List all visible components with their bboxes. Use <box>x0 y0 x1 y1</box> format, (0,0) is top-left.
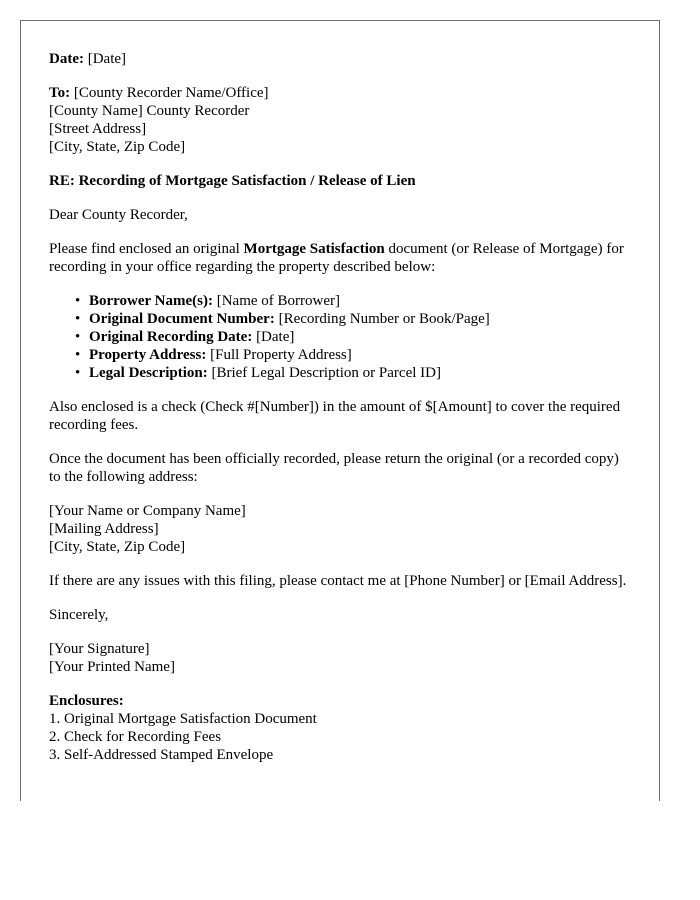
return-address-block <box>49 502 631 556</box>
enclosure-item: 1. Original Mortgage Satisfaction Document <box>49 711 317 727</box>
bullet-icon: • <box>75 311 81 327</box>
printed-name-line: [Your Printed Name] <box>49 659 175 675</box>
enclosures-label: Enclosures: <box>49 693 124 709</box>
contact-paragraph: If there are any issues with this filing, please contact me at [Phone Number] or [Email Address]. <box>49 573 627 589</box>
date-value: [Date] <box>83 51 127 67</box>
detail-item-recording-date <box>75 328 631 346</box>
enclosures-heading <box>49 692 631 710</box>
detail-label: Legal Description: <box>89 365 208 381</box>
detail-label: Original Document Number: <box>89 311 275 327</box>
recipient-street: [Street Address] <box>49 121 147 137</box>
detail-item-borrower <box>75 292 631 310</box>
detail-item-legal-description <box>75 364 631 382</box>
intro-bold: Mortgage Satisfaction <box>243 241 385 257</box>
recipient-name: [County Recorder Name/Office] <box>70 85 269 101</box>
detail-label: Original Recording Date: <box>89 329 253 345</box>
return-address-name: [Your Name or Company Name] <box>49 503 246 519</box>
signature-line: [Your Signature] <box>49 641 150 657</box>
recipient-county: [County Name] County Recorder <box>49 103 250 119</box>
enclosure-item: 2. Check for Recording Fees <box>49 729 222 745</box>
return-address-city: [City, State, Zip Code] <box>49 539 186 555</box>
property-details-list <box>49 292 631 382</box>
detail-value: [Full Property Address] <box>206 347 352 363</box>
bullet-icon: • <box>75 293 81 309</box>
intro-paragraph <box>49 240 631 276</box>
recipient-city: [City, State, Zip Code] <box>49 139 186 155</box>
return-address-mailing: [Mailing Address] <box>49 521 159 537</box>
intro-before: Please find enclosed an original <box>49 241 244 257</box>
return-paragraph: Once the document has been officially recorded, please return the original (or a recorded copy) to the following address: <box>49 451 619 485</box>
detail-label: Property Address: <box>89 347 207 363</box>
detail-value: [Name of Borrower] <box>212 293 341 309</box>
enclosure-item: 3. Self-Addressed Stamped Envelope <box>49 747 274 763</box>
recipient-block <box>49 84 631 156</box>
bullet-icon: • <box>75 347 81 363</box>
detail-value: [Recording Number or Book/Page] <box>274 311 490 327</box>
closing: Sincerely, <box>49 607 109 623</box>
detail-value: [Brief Legal Description or Parcel ID] <box>207 365 441 381</box>
detail-item-property-address <box>75 346 631 364</box>
salutation: Dear County Recorder, <box>49 207 188 223</box>
enclosures-block <box>49 692 631 764</box>
bullet-icon: • <box>75 329 81 345</box>
letter-page <box>20 20 660 801</box>
detail-value: [Date] <box>252 329 295 345</box>
subject-line <box>49 172 631 190</box>
intro-after: document (or Release of Mortgage) for recording in your office regarding the property described below: <box>49 241 624 275</box>
to-label: To: <box>49 85 71 101</box>
bullet-icon: • <box>75 365 81 381</box>
check-paragraph: Also enclosed is a check (Check #[Number]) in the amount of $[Amount] to cover the required recording fees. <box>49 399 621 433</box>
subject-text: RE: Recording of Mortgage Satisfaction / Release of Lien <box>49 173 416 189</box>
date-line <box>49 50 631 68</box>
detail-label: Borrower Name(s): <box>89 293 213 309</box>
date-label: Date: <box>49 51 84 67</box>
detail-item-document-number <box>75 310 631 328</box>
signature-block <box>49 640 631 676</box>
recipient-line <box>49 84 631 102</box>
